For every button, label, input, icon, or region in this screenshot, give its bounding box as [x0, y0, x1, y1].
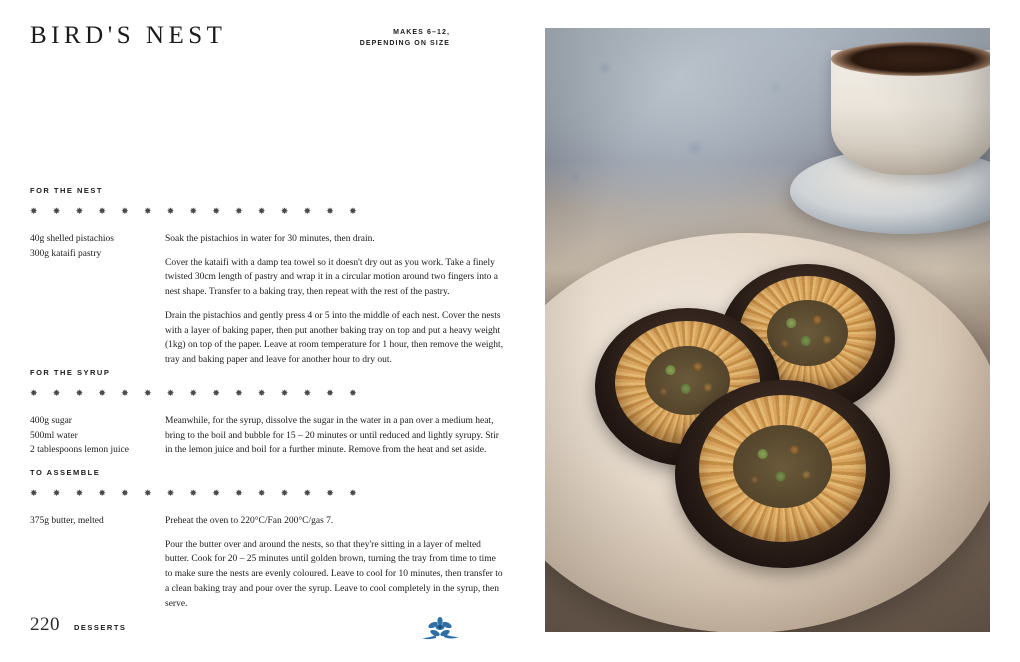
page-footer [30, 614, 126, 636]
recipe-section-syrup [30, 368, 505, 458]
flower-ornament-icon [420, 614, 454, 640]
page-number: 220 [30, 614, 60, 635]
pistachio-filling [733, 425, 832, 508]
list-item: 375g butter, melted [30, 516, 104, 526]
yield-line-1: MAKES 6–12, [393, 29, 450, 36]
method-paragraph: Preheat the oven to 220°C/Fan 200°C/gas 7. [165, 516, 334, 526]
method-paragraph: Soak the pistachios in water for 30 minutes, then drain. [165, 234, 375, 244]
section-columns [30, 232, 505, 368]
yield-line-2: DEPENDING ON SIZE [359, 39, 450, 47]
chapter-label: DESSERTS [74, 623, 127, 632]
section-columns [30, 414, 505, 458]
method-paragraph: Pour the butter over and around the nests, so that they're sitting in a layer of melted butter. Cook for 20 – 25 minutes until golden brown, turning the tray from time to time to make sure the nests are evenly coloured. Leave to cool for 10 minutes, then transfer to a clean baking tray and pour over the syrup. Leave to cool completely in the syrup, then serve. [165, 539, 503, 609]
list-item: 400g sugar [30, 416, 72, 426]
ornamental-divider: ✸ ✸ ✸ ✸ ✸ ✸ ✸ ✸ ✸ ✸ ✸ ✸ ✸ ✸ ✸ [30, 206, 364, 216]
method-text [160, 414, 505, 458]
ingredients-list [30, 514, 160, 529]
recipe-section-nest [30, 186, 505, 368]
method-text [160, 514, 505, 611]
list-item: 2 tablespoons lemon juice [30, 445, 129, 456]
ingredients-list [30, 232, 160, 261]
ornamental-divider: ✸ ✸ ✸ ✸ ✸ ✸ ✸ ✸ ✸ ✸ ✸ ✸ ✸ ✸ ✸ [30, 488, 364, 498]
method-paragraph: Drain the pistachios and gently press 4 or 5 into the middle of each nest. Cover the nests with a layer of baking paper, then put another baking tray on top and put a heavy weight (1kg) on top of the paper. Leave at room temperature for 1 hour, then remove the weight, tray and baking paper and leave for another hour to dry out. [165, 310, 504, 366]
right-photo-page [545, 0, 1020, 662]
section-columns [30, 514, 505, 611]
coffee-surface [831, 42, 990, 76]
method-paragraph: Cover the kataifi with a damp tea towel so it doesn't dry out as you work. Take a finely twisted 30cm length of pastry and wrap it in a circular motion around two fingers into a nest shape. Transfer to a baking tray, then repeat with the rest of the pastry. [165, 257, 498, 298]
recipe-section-assemble [30, 468, 505, 611]
list-item: 300g kataifi pastry [30, 248, 102, 259]
ornamental-divider: ✸ ✸ ✸ ✸ ✸ ✸ ✸ ✸ ✸ ✸ ✸ ✸ ✸ ✸ ✸ [30, 388, 364, 398]
section-heading: FOR THE SYRUP [30, 368, 111, 377]
ingredients-list [30, 414, 160, 458]
recipe-yield [360, 28, 450, 49]
section-heading: FOR THE NEST [30, 186, 104, 195]
list-item: 40g shelled pistachios [30, 234, 114, 244]
section-heading: TO ASSEMBLE [30, 468, 101, 477]
pistachio-filling [767, 300, 848, 366]
recipe-photograph [545, 28, 990, 632]
method-text [160, 232, 505, 368]
list-item: 500ml water [30, 430, 78, 441]
pastry-nest [675, 380, 890, 568]
page-title: BIRD'S NEST [30, 22, 227, 49]
method-paragraph: Meanwhile, for the syrup, dissolve the sugar in the water in a pan over a medium heat, bring to the boil and bubble for 15 – 20 minutes or until reduced and lightly syrupy. Stir in the lemon juice and boil for a further minute. Remove from the heat and set aside. [165, 416, 499, 456]
